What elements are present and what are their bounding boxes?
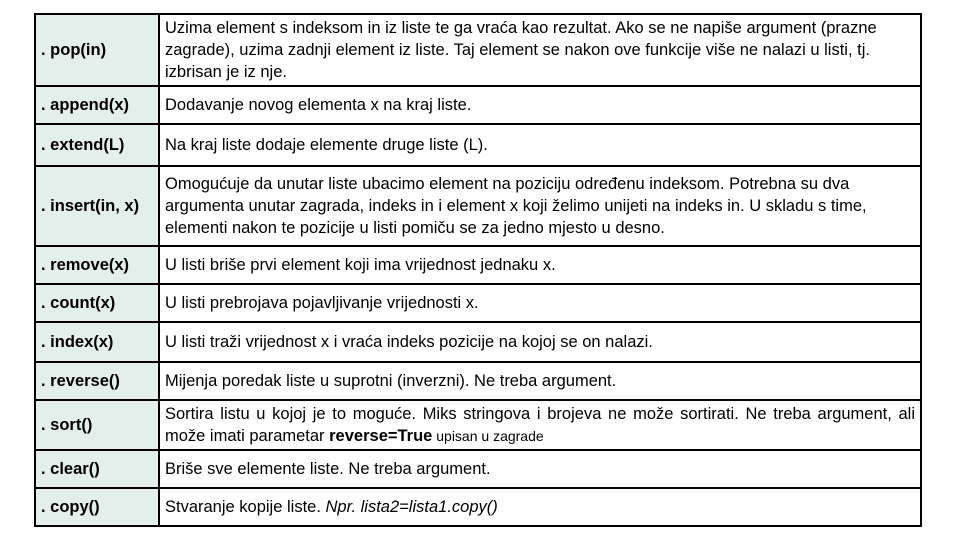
method-name: . copy() [35,488,159,526]
method-name: . clear() [35,450,159,488]
method-name: . remove(x) [35,246,159,284]
description-text: Stvaranje kopije liste. [165,498,326,516]
method-name: . insert(in, x) [35,166,159,246]
table-row [35,124,921,166]
method-description: Dodavanje novog elementa x na kraj liste. [159,86,921,124]
list-methods-table [34,13,922,527]
table-row [35,362,921,400]
method-description: Na kraj liste dodaje elemente druge liste (L). [159,124,921,166]
method-name: . reverse() [35,362,159,400]
table-row [35,284,921,322]
method-description: U listi briše prvi element koji ima vrijednost jednaku x. [159,246,921,284]
method-description [159,400,921,450]
table-row [35,246,921,284]
method-name: . extend(L) [35,124,159,166]
method-description: Uzima element s indeksom in iz liste te ga vraća kao rezultat. Ako se ne napiše argument (prazne zagrade), uzima zadnji element iz liste. Taj element se nakon ove funkcije više ne nalazi u listi, tj. izbrisan je iz nje. [159,14,921,86]
table-row [35,322,921,362]
method-name: . count(x) [35,284,159,322]
method-description [159,488,921,526]
method-name: . index(x) [35,322,159,362]
method-name: . append(x) [35,86,159,124]
parameter-text: reverse=True [329,427,433,445]
method-description: Briše sve elemente liste. Ne treba argument. [159,450,921,488]
method-description: U listi prebrojava pojavljivanje vrijednosti x. [159,284,921,322]
method-description: Mijenja poredak liste u suprotni (inverzni). Ne treba argument. [159,362,921,400]
table-row [35,400,921,450]
table-row [35,86,921,124]
table-row [35,14,921,86]
table-row [35,488,921,526]
method-description: Omogućuje da unutar liste ubacimo element na poziciju određenu indeksom. Potrebna su dva argumenta unutar zagrada, indeks in i element x koji želimo unijeti na indeks in. U skladu s time, elementi nakon te pozicije u listi pomiču se za jedno mjesto u desno. [159,166,921,246]
description-note: upisan u zagrade [432,428,544,444]
method-name: . pop(in) [35,14,159,86]
description-text: Sortira listu u kojoj je to moguće. Miks stringova i brojeva ne može sortirati. Ne treba argument, ali može imati parametar [165,405,915,445]
table-row [35,450,921,488]
method-name: . sort() [35,400,159,450]
method-description: U listi traži vrijednost x i vraća indeks pozicije na kojoj se on nalazi. [159,322,921,362]
example-text: Npr. lista2=lista1.copy() [325,498,498,516]
table-row [35,166,921,246]
